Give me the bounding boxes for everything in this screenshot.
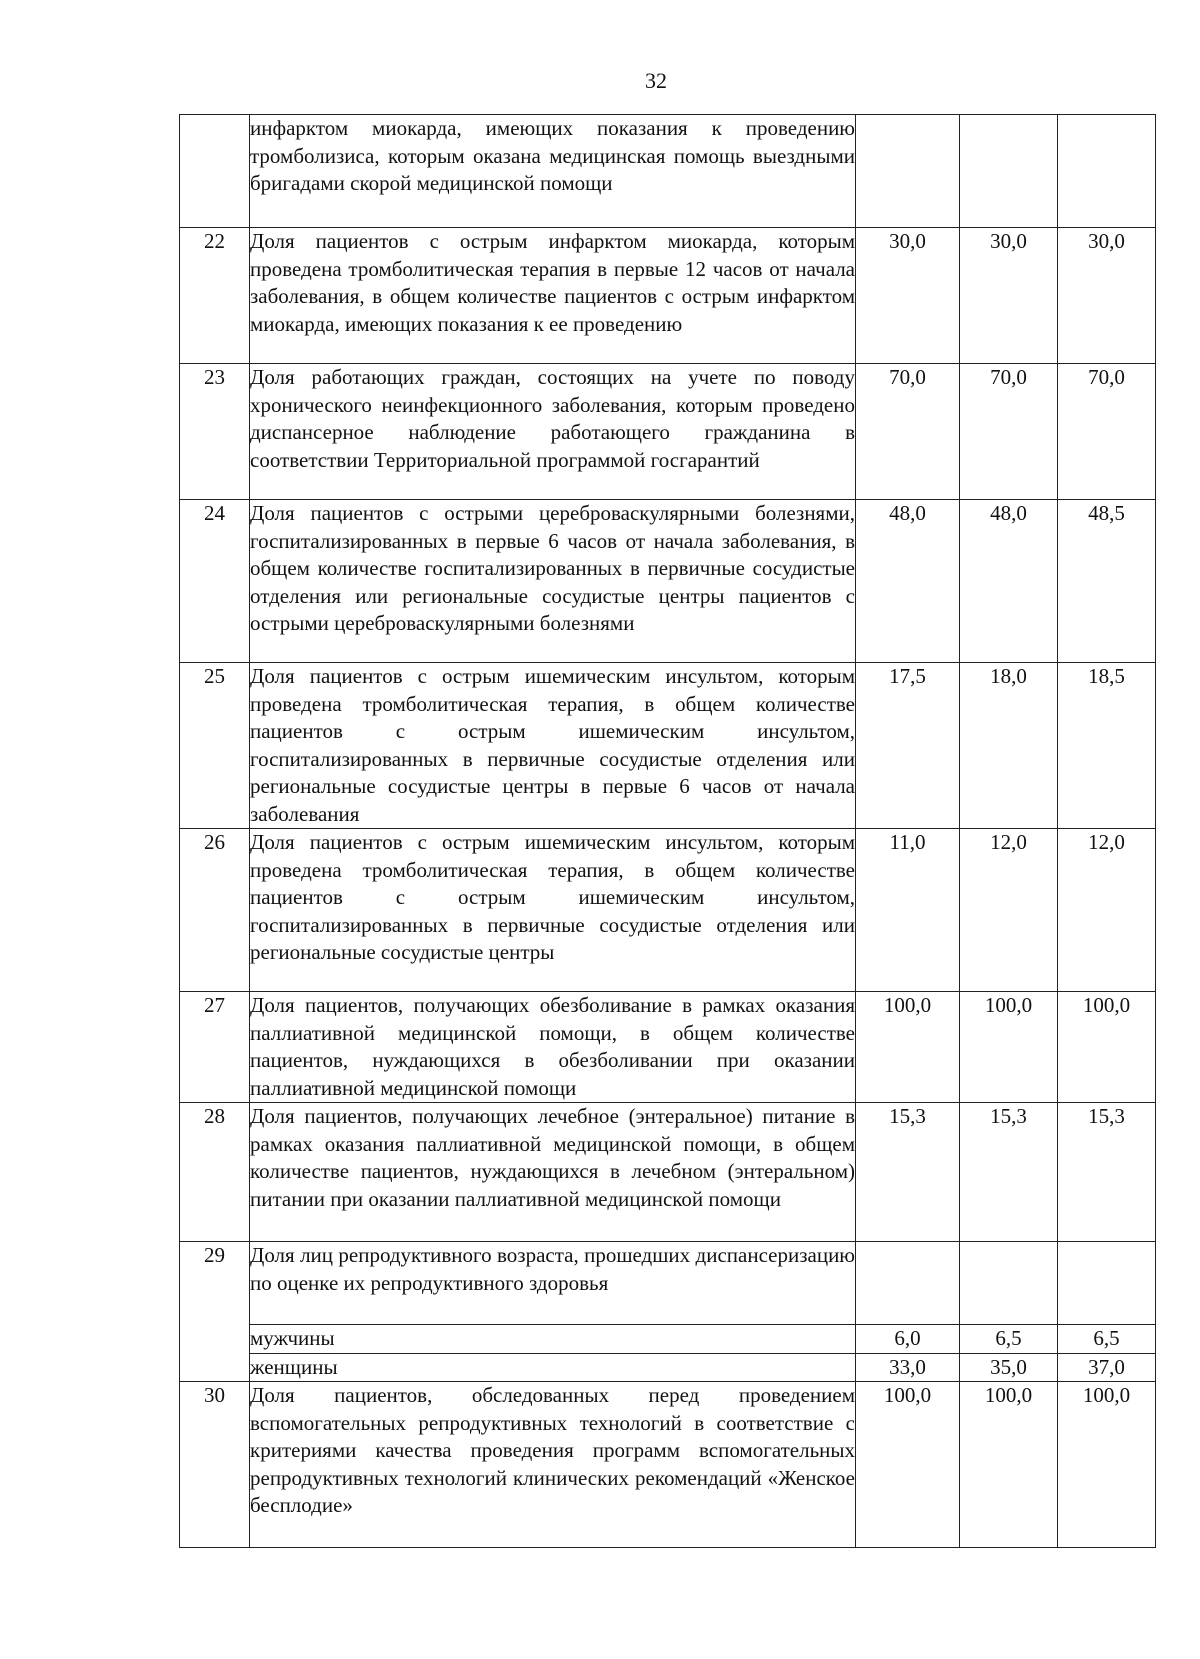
table-subrow [180,1353,1156,1382]
value-col2: 30,0 [960,228,1058,364]
indicator-text: инфарктом миокарда, имеющих показания к проведению тромболизиса, которым оказана медицинская помощь выездными бригадами скорой медицинской помощи [250,115,856,228]
row-number: 23 [180,364,250,500]
indicator-text: Доля пациентов, получающих обезболивание в рамках оказания паллиативной медицинской помощи, в общем количестве пациентов, нуждающихся в обезболивании при оказании паллиативной медицинской помощи [250,992,856,1103]
value-col3: 15,3 [1058,1103,1156,1242]
row-number: 24 [180,500,250,663]
indicators-table [179,114,1156,1548]
indicator-text: Доля пациентов, получающих лечебное (энтеральное) питание в рамках оказания паллиативной медицинской помощи, в общем количестве пациентов, нуждающихся в лечебном (энтеральном) питании при оказании паллиативной медицинской помощи [250,1103,856,1242]
table-row [180,500,1156,663]
indicator-subtext: мужчины [250,1325,856,1354]
value-col2: 18,0 [960,663,1058,829]
value-col2: 70,0 [960,364,1058,500]
value-col3: 100,0 [1058,1382,1156,1548]
value-col1: 33,0 [856,1353,960,1382]
value-col1: 15,3 [856,1103,960,1242]
table-row [180,115,1156,228]
value-col3 [1058,1242,1156,1325]
value-col3: 70,0 [1058,364,1156,500]
row-number: 27 [180,992,250,1103]
table-row [180,829,1156,992]
value-col1: 11,0 [856,829,960,992]
value-col1 [856,115,960,228]
indicator-text: Доля пациентов с острым инфарктом миокарда, которым проведена тромболитическая терапия в первые 12 часов от начала заболевания, в общем количестве пациентов с острым инфарктом миокарда, имеющих показания к ее проведению [250,228,856,364]
indicator-text: Доля пациентов, обследованных перед проведением вспомогательных репродуктивных технологий в соответствие с критериями качества проведения программ вспомогательных репродуктивных технологий клинических рекомендаций «Женское бесплодие» [250,1382,856,1548]
value-col3: 48,5 [1058,500,1156,663]
row-number [180,115,250,228]
table-subrow [180,1325,1156,1354]
row-number: 22 [180,228,250,364]
value-col1 [856,1242,960,1325]
table-row [180,1103,1156,1242]
row-number: 28 [180,1103,250,1242]
indicator-text: Доля пациентов с острым ишемическим инсультом, которым проведена тромболитическая терапия, в общем количестве пациентов с острым ишемическим инсультом, госпитализированных в первичные сосудистые отделения или региональные сосудистые центры [250,829,856,992]
row-number: 25 [180,663,250,829]
indicator-text: Доля лиц репродуктивного возраста, прошедших диспансеризацию по оценке их репродуктивного здоровья [250,1242,856,1325]
value-col2: 35,0 [960,1353,1058,1382]
value-col1: 30,0 [856,228,960,364]
row-number: 29 [180,1242,250,1382]
value-col2: 6,5 [960,1325,1058,1354]
table-row [180,364,1156,500]
value-col2 [960,115,1058,228]
indicator-text: Доля работающих граждан, состоящих на учете по поводу хронического неинфекционного заболевания, которым проведено диспансерное наблюдение работающего гражданина в соответствии Территориальной программой госгарантий [250,364,856,500]
value-col2 [960,1242,1058,1325]
value-col2: 100,0 [960,1382,1058,1548]
indicator-text: Доля пациентов с острыми цереброваскулярными болезнями, госпитализированных в первые 6 часов от начала заболевания, в общем количестве госпитализированных в первичные сосудистые отделения или региональные сосудистые центры пациентов с острыми цереброваскулярными болезнями [250,500,856,663]
table-row [180,1382,1156,1548]
value-col3: 12,0 [1058,829,1156,992]
table-row [180,663,1156,829]
value-col3 [1058,115,1156,228]
value-col2: 15,3 [960,1103,1058,1242]
value-col1: 70,0 [856,364,960,500]
value-col2: 12,0 [960,829,1058,992]
value-col3: 37,0 [1058,1353,1156,1382]
value-col3: 18,5 [1058,663,1156,829]
table-row [180,228,1156,364]
row-number: 26 [180,829,250,992]
indicator-subtext: женщины [250,1353,856,1382]
indicator-text: Доля пациентов с острым ишемическим инсультом, которым проведена тромболитическая терапия, в общем количестве пациентов с острым ишемическим инсультом, госпитализированных в первичные сосудистые отделения или региональные сосудистые центры в первые 6 часов от начала заболевания [250,663,856,829]
value-col1: 100,0 [856,992,960,1103]
value-col1: 48,0 [856,500,960,663]
page-number: 32 [645,68,667,93]
value-col1: 100,0 [856,1382,960,1548]
table-row [180,992,1156,1103]
value-col2: 48,0 [960,500,1058,663]
row-number: 30 [180,1382,250,1548]
value-col1: 17,5 [856,663,960,829]
value-col3: 100,0 [1058,992,1156,1103]
value-col1: 6,0 [856,1325,960,1354]
value-col2: 100,0 [960,992,1058,1103]
value-col3: 6,5 [1058,1325,1156,1354]
value-col3: 30,0 [1058,228,1156,364]
table-row [180,1242,1156,1325]
